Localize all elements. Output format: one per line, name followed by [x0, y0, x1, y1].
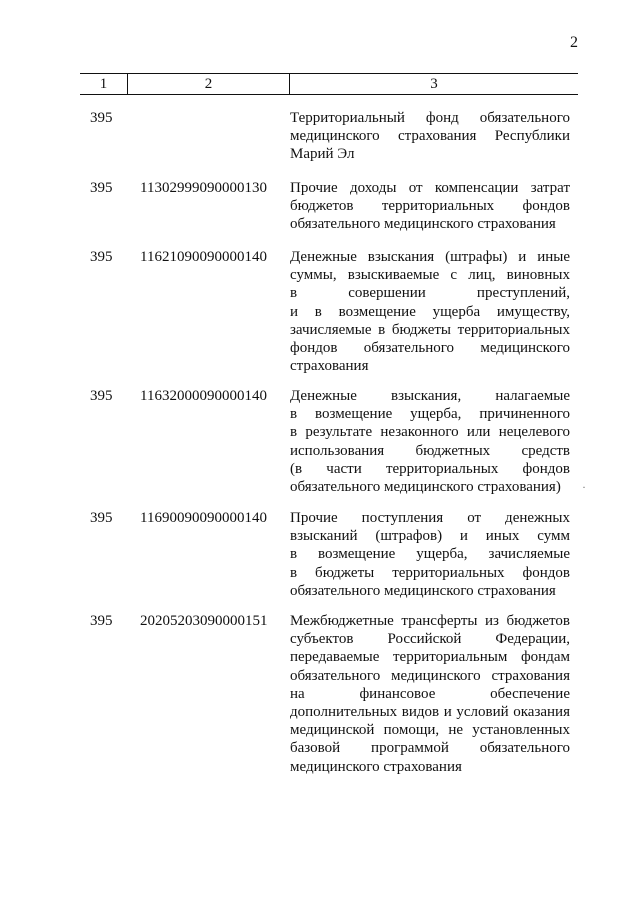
- income-name: [290, 179, 570, 234]
- income-name-line: на финансовое обеспечение: [290, 685, 570, 702]
- income-name-line: обязательного медицинского страхования: [290, 667, 570, 684]
- admin-code: 395: [90, 613, 113, 629]
- income-name-line: Территориальный фонд обязательного: [290, 110, 570, 126]
- income-name-line: Денежные взыскания (штрафы) и иные: [290, 249, 570, 265]
- income-name-line: (в части территориальных фондов: [290, 460, 570, 477]
- income-name-line: Прочие поступления от денежных: [290, 510, 570, 526]
- income-name-line: обязательного медицинского страхования: [290, 582, 556, 599]
- header-col-1: 1: [99, 76, 108, 92]
- header-col-2: 2: [127, 74, 290, 94]
- income-name: [290, 109, 570, 164]
- income-name-line: в бюджеты территориальных фондов: [290, 564, 570, 581]
- income-name: [290, 612, 570, 776]
- income-code: 11302999090000130: [140, 180, 267, 196]
- admin-code: 395: [90, 510, 113, 526]
- income-name-line: передаваемые территориальным фондам: [290, 649, 570, 666]
- income-name-line: зачисляемые в бюджеты территориальных: [290, 321, 570, 338]
- income-name-line: в возмещение ущерба, причиненного: [290, 406, 570, 423]
- admin-code: 395: [90, 388, 113, 404]
- income-name-line: обязательного медицинского страхования: [290, 216, 556, 233]
- page-number: 2: [570, 34, 578, 51]
- income-name: [290, 248, 570, 375]
- income-name-line: обязательного медицинского страхования): [290, 479, 561, 496]
- income-name-line: Марий Эл: [290, 146, 355, 163]
- income-name-line: в результате незаконного или нецелевого: [290, 424, 570, 441]
- income-name-line: в совершении преступлений,: [290, 285, 570, 302]
- income-name-line: страхования: [290, 358, 369, 375]
- admin-code: 395: [90, 110, 113, 126]
- income-name-line: базовой программой обязательного: [290, 740, 570, 757]
- scan-speck: ·: [582, 480, 586, 494]
- income-code: 20205203090000151: [140, 613, 268, 629]
- income-name-line: и в возмещение ущерба имуществу,: [290, 303, 570, 320]
- table-header: [80, 73, 578, 95]
- income-name-line: субъектов Российской Федерации,: [290, 631, 570, 648]
- income-code: 11690090090000140: [140, 510, 267, 526]
- income-name-line: Денежные взыскания, налагаемые: [290, 388, 570, 404]
- income-name-line: фондов обязательного медицинского: [290, 340, 570, 357]
- income-name: [290, 509, 570, 600]
- income-name-line: в возмещение ущерба, зачисляемые: [290, 546, 570, 563]
- income-name-line: Межбюджетные трансферты из бюджетов: [290, 613, 570, 629]
- admin-code: 395: [90, 249, 113, 265]
- income-code: 11621090090000140: [140, 249, 267, 265]
- income-name-line: медицинского страхования: [290, 758, 462, 775]
- income-name-line: Прочие доходы от компенсации затрат: [290, 180, 570, 196]
- income-name-line: медицинской помощи, не установленных: [290, 722, 570, 739]
- admin-code: 395: [90, 180, 113, 196]
- income-name-line: взысканий (штрафов) и иных сумм: [290, 528, 570, 545]
- income-code: 11632000090000140: [140, 388, 267, 404]
- income-name-line: медицинского страхования Республики: [290, 128, 570, 145]
- header-col-3: 3: [430, 76, 438, 92]
- income-name-line: использования бюджетных средств: [290, 442, 570, 459]
- income-name-line: дополнительных видов и условий оказания: [290, 704, 570, 721]
- income-name-line: суммы, взыскиваемые с лиц, виновных: [290, 267, 570, 284]
- income-name: [290, 387, 570, 496]
- income-name-line: бюджетов территориальных фондов: [290, 198, 570, 215]
